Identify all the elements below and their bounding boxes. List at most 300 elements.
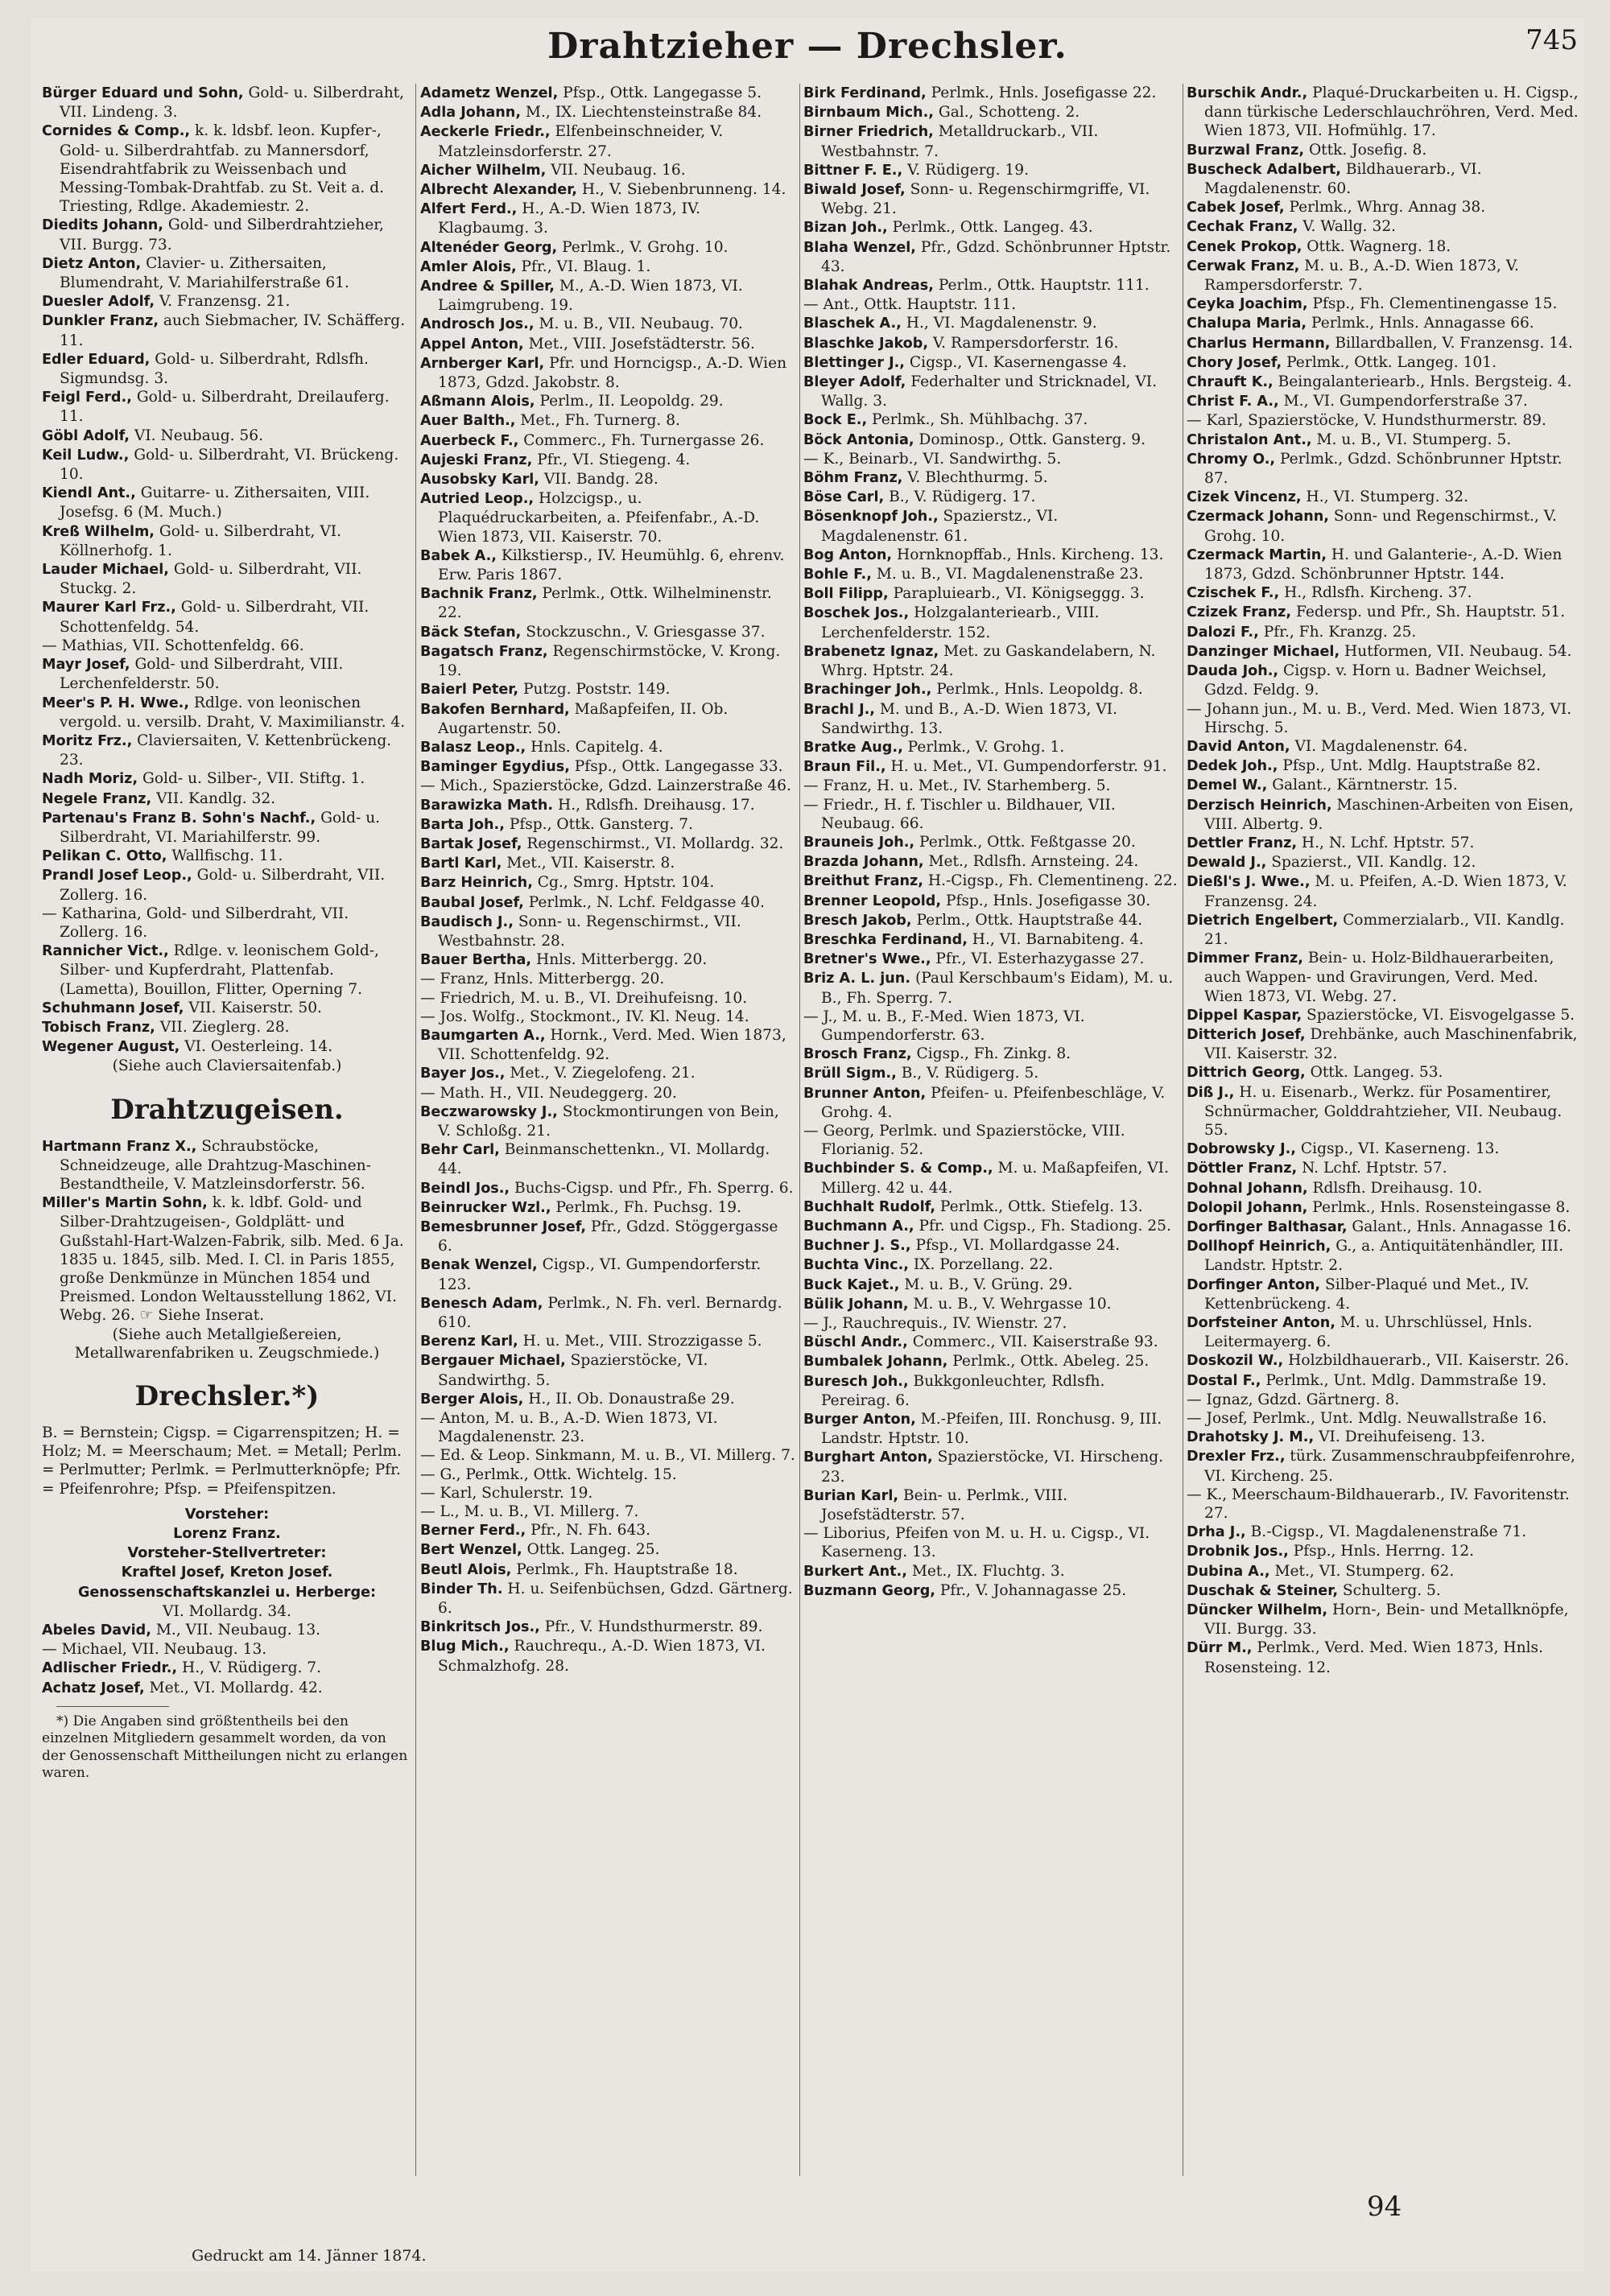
entry-details: Cigsp., VI. Kaserneng. 13.	[1295, 1140, 1500, 1158]
entry-details: M. u. Pfeifen, A.-D. Wien 1873, V. Franzensg. 24.	[1204, 873, 1567, 910]
entry-name: Brosch Franz,	[803, 1046, 912, 1063]
entry-details: Perlm., Ottk. Hauptstraße 44.	[911, 911, 1143, 929]
entry-name: Achatz Josef,	[42, 1680, 145, 1696]
entry-name: Berner Ferd.,	[420, 1523, 526, 1540]
directory-entry	[42, 560, 412, 598]
entry-name: Boschek Jos.,	[803, 605, 910, 622]
entry-details: türk. Zusammenschraubpfeifenrohre, VI. Kircheng. 25.	[1204, 1448, 1575, 1485]
entry-details: k. k. ldbf. Gold- und Silber-Drahtzugeisen-, Goldplätt- und Gußstahl-Hart-Walzen-Fabrik, silb. Med. 6 Ja. 1835 u. 1845, silb. Med. I. Cl. in Paris 1855, große Denkmünze in München 1854 und Preismed. London Weltausstellung 1862, VI. Webg. 26. ☞ Siehe Inserat.	[60, 1194, 404, 1325]
entry-details: Perlmk., V. Grohg. 10.	[557, 238, 729, 256]
directory-entry	[1187, 1198, 1581, 1218]
directory-entry	[803, 238, 1179, 276]
directory-entry	[1187, 853, 1581, 872]
entry-details: M., A.-D. Wien 1873, VI. Laimgrubeng. 19.	[438, 278, 743, 315]
directory-entry	[1187, 353, 1581, 373]
directory-entry	[803, 1276, 1179, 1295]
entry-name: Demel W.,	[1187, 777, 1268, 794]
directory-entry	[42, 847, 412, 866]
entry-name: Baumgarten A.,	[420, 1027, 546, 1044]
entry-details: M. u. B., VII. Neubaug. 70.	[534, 315, 743, 333]
directory-entry	[420, 546, 795, 584]
entry-name: Breschka Ferdinand,	[803, 931, 968, 948]
entry-name: Göbl Adolf,	[42, 427, 130, 444]
entry-details: Perlmk., Hnls. Annagasse 66.	[1307, 315, 1534, 332]
entry-details: Gold- u. Silberdraht, Rdlsfh. Sigmundsg. 3.	[60, 350, 369, 388]
entry-name: Charlus Hermann,	[1187, 335, 1331, 352]
entry-details: V. Blechthurmg. 5.	[902, 469, 1048, 487]
entry-details: VII. Bandg. 28.	[539, 471, 658, 488]
entry-name: Burghart Anton,	[803, 1449, 933, 1466]
entry-details: k. k. ldsbf. leon. Kupfer-, Gold- u. Silberdrahtfab. zu Mannersdorf, Eisendrahtfabrik zu Weissenbach und Messing-Tombak-Drahtfab. zu St. Veit a. d. Triesting, Rdlge. Akademiestr. 2.	[60, 122, 385, 216]
directory-entry	[420, 623, 795, 642]
entry-details: Silber-Plaqué und Met., IV. Kettenbrückeng. 4.	[1204, 1276, 1530, 1313]
directory-entry	[420, 1521, 795, 1540]
directory-entry	[803, 738, 1179, 757]
entry-details: Commerc., Fh. Turnergasse 26.	[518, 431, 765, 449]
entry-name: Burzwal Franz,	[1187, 142, 1305, 159]
entry-name: Cerwak Franz,	[1187, 258, 1300, 274]
entry-name: Benesch Adam,	[420, 1295, 543, 1312]
directory-entry	[420, 815, 795, 835]
directory-entry	[420, 796, 795, 815]
entry-details: Gold- und Silberdrahtzieher, VII. Burgg. 73.	[60, 216, 384, 254]
entry-details: Gold- u. Silberdraht, VII. Zollerg. 16.	[60, 867, 386, 904]
entry-name: Breithut Franz,	[803, 873, 923, 890]
column-divider	[799, 84, 800, 2176]
entry-details: Pfsp., Unt. Mdlg. Hauptstraße 82.	[1278, 757, 1541, 775]
entry-name: Bizan Joh.,	[803, 220, 888, 237]
entry-name: Dittrich Georg,	[1187, 1065, 1306, 1082]
entry-details: B.-Cigsp., VI. Magdalenenstraße 71.	[1245, 1523, 1527, 1541]
entry-details: N. Lchf. Hptstr. 57.	[1297, 1160, 1447, 1177]
directory-entry	[803, 1581, 1179, 1601]
entry-name: Alfert Ferd.,	[420, 201, 518, 218]
entry-name: Aicher Wilhelm,	[420, 162, 547, 179]
directory-entry	[803, 757, 1179, 777]
directory-entry	[42, 446, 412, 484]
entry-name: Lauder Michael,	[42, 562, 169, 579]
entry-name: Bohle F.,	[803, 567, 872, 583]
entry-name: Dorfinger Anton,	[1187, 1276, 1321, 1293]
entry-details: — Karl, Spazierstöcke, V. Hundsthurmerstr. 89.	[1187, 412, 1546, 430]
directory-entry	[1187, 141, 1581, 160]
entry-name: Dubina A.,	[1187, 1563, 1270, 1580]
entry-name: Burschik Andr.,	[1187, 85, 1308, 101]
entry-name: Duesler Adolf,	[42, 294, 155, 311]
directory-entry	[1187, 911, 1581, 949]
entry-details: Pfsp., Fh. Clementinengasse 15.	[1307, 295, 1558, 313]
entry-name: Buck Kajet.,	[803, 1276, 900, 1293]
directory-entry	[420, 238, 795, 258]
entry-details: H., Rdlsfh. Dreihausg. 17.	[553, 796, 755, 814]
entry-details: — J., Rauchrequis., IV. Wienstr. 27.	[803, 1315, 1067, 1332]
entry-name: Buchta Vinc.,	[803, 1257, 909, 1274]
directory-entry	[42, 522, 412, 560]
entry-name: Düncker Wilhelm,	[1187, 1602, 1328, 1619]
directory-entry	[1187, 546, 1581, 583]
directory-entry	[42, 1037, 412, 1057]
entry-name: Binder Th.	[420, 1581, 503, 1597]
entry-name: Burkert Ant.,	[803, 1563, 907, 1580]
directory-entry	[420, 1255, 795, 1293]
entry-details: Gold- u. Silberdraht, VII. Stuckg. 2.	[60, 561, 362, 598]
entry-details: Perlmk., N. Fh. verl. Bernardg. 610.	[438, 1294, 782, 1331]
directory-entry	[42, 1640, 412, 1659]
directory-entry	[1187, 1486, 1581, 1523]
directory-entry	[420, 1618, 795, 1637]
entry-name: Boll Filipp,	[803, 586, 889, 603]
directory-entry	[1187, 1063, 1581, 1082]
entry-details: — Ant., Ottk. Hauptstr. 111.	[803, 296, 1017, 314]
directory-entry	[420, 970, 795, 988]
directory-entry	[803, 584, 1179, 604]
entry-details: Claviersaiten, V. Kettenbrückeng. 23.	[60, 732, 392, 769]
column-1	[42, 84, 412, 2192]
entry-details: Beingalanteriearb., Hnls. Bergsteig. 4.	[1273, 373, 1572, 391]
directory-entry	[420, 1103, 795, 1140]
entry-name: Blaha Wenzel,	[803, 239, 916, 256]
entry-name: Dohnal Johann,	[1187, 1180, 1308, 1197]
entry-details: Beinmanschettenkn., VI. Mollardg. 44.	[438, 1141, 770, 1178]
entry-details: Pfr., V. Hundsthurmerstr. 89.	[539, 1618, 763, 1636]
entry-details: Elfenbeinschneider, V. Matzleinsdorferstr. 27.	[438, 123, 724, 160]
entry-name: Ausobsky Karl,	[420, 472, 539, 488]
entry-details: M. und B., A.-D. Wien 1873, VI. Sandwirthg. 13.	[821, 700, 1118, 737]
entry-name: Autried Leop.,	[420, 491, 535, 508]
directory-entry	[803, 1314, 1179, 1333]
entry-details: auch Siebmacher, IV. Schäfferg. 11.	[60, 312, 406, 349]
entry-name: Bratke Aug.,	[803, 739, 903, 756]
entry-details: Pfsp., Ottk. Gansterg. 7.	[504, 815, 693, 833]
entry-details: V. Wallg. 32.	[1298, 218, 1397, 236]
entry-name: Bäck Stefan,	[420, 624, 522, 641]
directory-entry	[420, 411, 795, 431]
directory-entry	[42, 789, 412, 809]
entry-name: Duschak & Steiner,	[1187, 1582, 1338, 1599]
entry-name: Blettinger J.,	[803, 354, 905, 371]
entry-name: Diß J.,	[1187, 1084, 1235, 1101]
entry-details: VII. Kaiserstr. 50.	[184, 999, 322, 1016]
directory-entry	[803, 295, 1179, 314]
entry-details: Galant., Hnls. Annagasse 16.	[1347, 1218, 1572, 1235]
kanzlei-address: VI. Mollardg. 34.	[163, 1602, 291, 1620]
directory-entry	[420, 103, 795, 122]
directory-entry	[803, 930, 1179, 950]
directory-entry	[803, 314, 1179, 333]
entry-details: Rdlge. v. leonischem Gold-, Silber- und Kupferdraht, Plattenfab. (Lametta), Bouillon, Flitter, Operning 7.	[60, 942, 379, 998]
entry-details: Perlmk., Unt. Mdlg. Dammstraße 19.	[1261, 1371, 1547, 1389]
entry-details: Bukkgonleuchter, Rdlsfh. Pereirag. 6.	[821, 1372, 1105, 1409]
entry-details: Regenschirmst., VI. Mollardg. 32.	[522, 835, 784, 852]
entry-name: Drobnik Jos.,	[1187, 1544, 1289, 1560]
entry-details: M., VII. Neubaug. 13.	[151, 1622, 321, 1639]
directory-entry	[803, 334, 1179, 353]
entry-name: Chory Josef,	[1187, 354, 1282, 371]
directory-entry	[803, 431, 1179, 450]
entry-details: Wallfischg. 11.	[167, 847, 283, 865]
entry-details: M., VI. Gumpendorferstraße 37.	[1278, 393, 1528, 410]
entry-name: Ceyka Joachim,	[1187, 296, 1308, 313]
entry-details: Maßapfeifen, II. Ob. Augartenstr. 50.	[438, 700, 729, 737]
entry-details: Rdlge. von leonischen vergold. u. versilb. Draht, V. Maximilianstr. 4.	[60, 694, 406, 731]
entry-name: Dauda Joh.,	[1187, 663, 1279, 680]
entry-name: Blug Mich.,	[420, 1639, 510, 1655]
entry-name: Dorfinger Balthasar,	[1187, 1218, 1348, 1235]
entry-details: Gold- u. Silberdraht, VI. Köllnerhofg. 1.	[60, 522, 342, 559]
directory-entry	[42, 769, 412, 789]
directory-entry	[1187, 1276, 1581, 1313]
entry-name: Drha J.,	[1187, 1524, 1246, 1541]
directory-entry	[42, 1621, 412, 1640]
directory-entry	[803, 1064, 1179, 1083]
entry-name: Binkritsch Jos.,	[420, 1619, 540, 1636]
directory-entry	[803, 700, 1179, 738]
entry-details: Hornk., Verd. Med. Wien 1873, VII. Schottenfeldg. 92.	[438, 1026, 786, 1064]
directory-entry	[42, 311, 412, 349]
entry-details: Stockzuschn., V. Griesgasse 37.	[521, 623, 766, 641]
entry-name: David Anton,	[1187, 738, 1290, 755]
entry-name: Bösenknopf Joh.,	[803, 509, 939, 526]
directory-entry	[1187, 160, 1581, 198]
entry-name: Adametz Wenzel,	[420, 85, 559, 101]
entry-details: Pfsp., VI. Mollardgasse 24.	[910, 1237, 1121, 1255]
entry-details: Met., Fh. Turnerg. 8.	[515, 412, 680, 430]
directory-entry	[420, 1026, 795, 1064]
directory-entry	[1187, 488, 1581, 507]
entry-name: Christ F. A.,	[1187, 394, 1279, 410]
entry-name: Bagatsch Franz,	[420, 643, 548, 660]
entry-name: Dippel Kaspar,	[1187, 1007, 1302, 1024]
entry-details: Parapluiearb., VI. Königseggg. 3.	[888, 585, 1145, 603]
entry-name: Birner Friedrich,	[803, 124, 934, 141]
directory-entry	[1187, 1351, 1581, 1371]
directory-entry	[42, 484, 412, 521]
entry-details: Ottk. Langeg. 53.	[1305, 1064, 1443, 1082]
directory-entry	[1187, 756, 1581, 776]
directory-page	[31, 18, 1584, 2271]
entry-name: Aßmann Alois,	[420, 394, 535, 410]
directory-entry	[420, 757, 795, 777]
directory-entry	[420, 200, 795, 237]
entry-name: Baierl Peter,	[420, 682, 519, 699]
abbreviation-legend: B. = Bernstein; Cigsp. = Cigarrenspitzen; H. = Holz; M. = Meerschaum; Met. = Metall; Perlm. = Perlmutter; Perlmk. = Perlmutterknöpfe; Pfr. = Pfeifenrohre; Pfsp. = Pfeifenspitzen.	[42, 1424, 402, 1498]
entry-details: V. Franzensg. 21.	[155, 293, 291, 311]
entry-details: H., Rdlsfh. Kircheng. 37.	[1279, 584, 1472, 602]
entry-details: H., A.-D. Wien 1873, IV. Klagbaumg. 3.	[438, 200, 701, 237]
entry-details: H. u. Met., VI. Gumpendorferstr. 91.	[886, 758, 1167, 776]
entry-name: Danzinger Michael,	[1187, 643, 1340, 660]
directory-entry	[420, 1084, 795, 1103]
footnote-rule	[56, 1706, 169, 1707]
directory-entry	[420, 642, 795, 680]
entry-details: — K., Beinarb., VI. Sandwirthg. 5.	[803, 450, 1062, 468]
directory-entry	[420, 700, 795, 738]
directory-entry	[1187, 737, 1581, 756]
entry-name: Miller's Martin Sohn,	[42, 1195, 208, 1212]
entry-name: Dießl's J. Wwe.,	[1187, 874, 1311, 891]
entry-name: Dimmer Franz,	[1187, 950, 1303, 967]
directory-entry	[420, 1409, 795, 1446]
entry-name: Czischek F.,	[1187, 585, 1280, 602]
directory-entry	[803, 353, 1179, 373]
directory-entry	[1187, 1391, 1581, 1409]
directory-entry	[803, 1197, 1179, 1217]
entry-name: Ditterich Josef,	[1187, 1026, 1306, 1043]
entry-details: M. u. Uhrschlüssel, Hnls. Leitermayerg. 6.	[1204, 1314, 1533, 1351]
entry-name: Adlischer Friedr.,	[42, 1660, 178, 1677]
entry-name: Büschl Andr.,	[803, 1334, 908, 1351]
entry-details: Plaqué-Druckarbeiten u. H. Cigsp., dann türkische Lederschlauchröhren, Verd. Med. Wien 1873, VII. Hofmühlg. 17.	[1204, 85, 1579, 140]
entry-details: Pfr., Gdzd. Schönbrunner Hptstr. 43.	[821, 238, 1171, 275]
entry-name: Feigl Ferd.,	[42, 390, 132, 406]
directory-entry	[803, 546, 1179, 565]
entry-details: — Friedrich, M. u. B., VI. Dreihufeisng. 10.	[420, 989, 748, 1007]
directory-entry	[420, 335, 795, 354]
directory-entry	[42, 1018, 412, 1037]
entry-name: Dollhopf Heinrich,	[1187, 1239, 1331, 1255]
entry-details: Commerc., VII. Kaiserstraße 93.	[907, 1333, 1158, 1351]
directory-entry	[803, 1255, 1179, 1275]
entry-name: Briz A. L. jun.	[803, 971, 911, 987]
entry-name: Hartmann Franz X.,	[42, 1138, 197, 1155]
entry-name: Buchhalt Rudolf,	[803, 1198, 936, 1215]
entry-name: Bittner F. E.,	[803, 162, 903, 179]
entry-name: Barz Heinrich,	[420, 875, 533, 892]
entry-details: Perlmk., Sh. Mühlbachg. 37.	[867, 411, 1088, 429]
directory-entry	[1187, 1542, 1581, 1561]
entry-name: Auer Balth.,	[420, 413, 516, 430]
entry-details: Pfr., Fh. Kranzg. 25.	[1258, 623, 1417, 641]
entry-details: Pfeifen- u. Pfeifenbeschläge, V. Grohg. 4.	[821, 1084, 1166, 1121]
entry-details: Kilkstiersp., IV. Heumühlg. 6, ehrenv. Erw. Paris 1867.	[438, 546, 785, 584]
entry-name: Andree & Spiller,	[420, 278, 555, 295]
entry-details: Perlmk., Ottk. Langeg. 43.	[887, 219, 1093, 237]
entry-details: Spazierstöcke, VI. Eisvogelgasse 5.	[1302, 1006, 1575, 1024]
directory-entry	[420, 122, 795, 160]
directory-entry	[42, 350, 412, 388]
directory-entry	[420, 777, 795, 795]
entry-details: Pfr. und Cigsp., Fh. Stadiong. 25.	[914, 1217, 1171, 1235]
directory-entry	[803, 777, 1179, 795]
directory-entry	[803, 565, 1179, 584]
entry-details: Spazierstöcke, VI. Hirscheng. 23.	[821, 1449, 1164, 1486]
entry-details: Pfr., VI. Blaug. 1.	[516, 258, 651, 275]
entry-details: Pfr., VI. Esterhazygasse 27.	[931, 950, 1145, 968]
directory-entry	[803, 468, 1179, 488]
entry-name: Brenner Leopold,	[803, 892, 942, 909]
directory-entry	[42, 292, 412, 311]
directory-entry	[420, 1465, 795, 1484]
see-also-note: (Siehe auch Claviersaitenfab.)	[112, 1057, 342, 1075]
directory-entry	[1187, 834, 1581, 853]
entry-name: Bert Wenzel,	[420, 1542, 522, 1559]
entry-name: Maurer Karl Frz.,	[42, 600, 176, 616]
directory-entry	[1187, 1083, 1581, 1140]
entry-details: Hornknopffab., Hnls. Kircheng. 13.	[892, 546, 1164, 563]
directory-entry	[420, 1008, 795, 1026]
entry-details: Cigsp., Fh. Zinkg. 8.	[911, 1045, 1071, 1063]
directory-entry	[420, 1637, 795, 1675]
entry-details: V. Rüdigerg. 19.	[902, 161, 1029, 179]
entry-details: Clavier- u. Zithersaiten, Blumendraht, V. Mariahilferstraße 61.	[60, 254, 349, 292]
entry-details: Spazierstz., VI. Magdalenenstr. 61.	[821, 508, 1059, 545]
entry-name: Brabenetz Ignaz,	[803, 643, 939, 660]
directory-entry	[803, 1122, 1179, 1159]
entry-details: Spazierst., VII. Kandlg. 12.	[1266, 854, 1476, 872]
entry-details: M. u. B., VI. Magdalenenstraße 23.	[871, 566, 1144, 583]
entry-details: M. u. Maßapfeifen, VI. Millerg. 42 u. 44.	[821, 1160, 1169, 1197]
directory-entry	[1187, 1447, 1581, 1485]
print-date-note: Gedruckt am 14. Jänner 1874.	[192, 2247, 427, 2265]
entry-name: Wegener August,	[42, 1039, 180, 1056]
entry-details: — Franz, H. u. Met., IV. Starhemberg. 5.	[803, 777, 1111, 795]
directory-entry	[1187, 1006, 1581, 1025]
entry-name: Dedek Joh.,	[1187, 758, 1278, 775]
entry-name: Adla Johann,	[420, 105, 522, 122]
entry-details: — Katharina, Gold- und Silberdraht, VII. Zollerg. 16.	[42, 905, 349, 941]
entry-details: Met., VI. Stumperg. 62.	[1269, 1562, 1455, 1580]
directory-entry	[420, 180, 795, 200]
entry-name: Doskozil W.,	[1187, 1353, 1284, 1370]
directory-entry	[803, 1045, 1179, 1064]
directory-entry	[803, 680, 1179, 699]
entry-details: Bein- u. Perlmk., VIII. Josefstädterstr. 57.	[821, 1486, 1068, 1524]
entry-name: Benak Wenzel,	[420, 1257, 538, 1274]
directory-entry	[1187, 623, 1581, 642]
entry-name: Schuhmann Josef,	[42, 1000, 184, 1016]
entry-name: Bayer Jos.,	[420, 1066, 506, 1082]
entry-name: Birnbaum Mich.,	[803, 105, 934, 122]
entry-details: Pfsp., Ottk. Langegasse 33.	[569, 758, 783, 776]
entry-name: Auerbeck F.,	[420, 432, 519, 449]
entry-details: — L., M. u. B., VI. Millerg. 7.	[420, 1503, 639, 1521]
directory-entry	[803, 642, 1179, 680]
entry-name: Negele Franz,	[42, 790, 152, 807]
entry-details: M. u. B., A.-D. Wien 1873, V. Rampersdorferstr. 7.	[1204, 257, 1519, 295]
directory-entry	[420, 1502, 795, 1521]
directory-entry	[420, 1140, 795, 1178]
directory-entry	[420, 258, 795, 277]
entry-details: Perlmk., Whrg. Annag 38.	[1284, 199, 1486, 216]
directory-entry	[420, 489, 795, 546]
directory-entry	[42, 598, 412, 636]
entry-details: Met., V. Ziegelofeng. 21.	[505, 1065, 696, 1082]
directory-entry	[803, 604, 1179, 641]
page-header	[31, 18, 1584, 82]
directory-entry	[420, 451, 795, 470]
entry-name: Buscheck Adalbert,	[1187, 161, 1341, 178]
entry-details: — J., M. u. B., F.-Med. Wien 1873, VI. Gumpendorferstr. 63.	[803, 1008, 1085, 1044]
entry-name: Aeckerle Friedr.,	[420, 124, 551, 141]
directory-entry	[420, 1294, 795, 1332]
section-title-drechsler: Drechsler.*)	[134, 1380, 320, 1412]
entry-name: Brüll Sigm.,	[803, 1066, 897, 1082]
directory-entry	[1187, 1428, 1581, 1447]
page-title: Drahtzieher — Drechsler.	[547, 26, 1067, 67]
entry-details: VI. Neubaug. 56.	[129, 427, 263, 444]
column-divider	[415, 84, 416, 2176]
entry-name: Beinrucker Wzl.,	[420, 1199, 551, 1216]
entry-details: Perlmk., Hnls. Rosensteingasse 8.	[1307, 1198, 1571, 1216]
entry-name: Bauer Bertha,	[420, 952, 532, 969]
entry-name: Blaschek A.,	[803, 315, 902, 332]
entry-details: H. und Galanterie-, A.-D. Wien 1873, Gdzd. Schönbrunner Hptstr. 144.	[1204, 546, 1563, 583]
directory-entry	[803, 1448, 1179, 1486]
entry-details: H., V. Siebenbrunneng. 14.	[576, 181, 786, 199]
entry-name: Dolopil Johann,	[1187, 1199, 1308, 1216]
entry-details: Pfr., V. Johannagasse 25.	[935, 1581, 1127, 1599]
entry-details: Horn-, Bein- und Metallknöpfe, VII. Burgg. 33.	[1204, 1601, 1569, 1639]
